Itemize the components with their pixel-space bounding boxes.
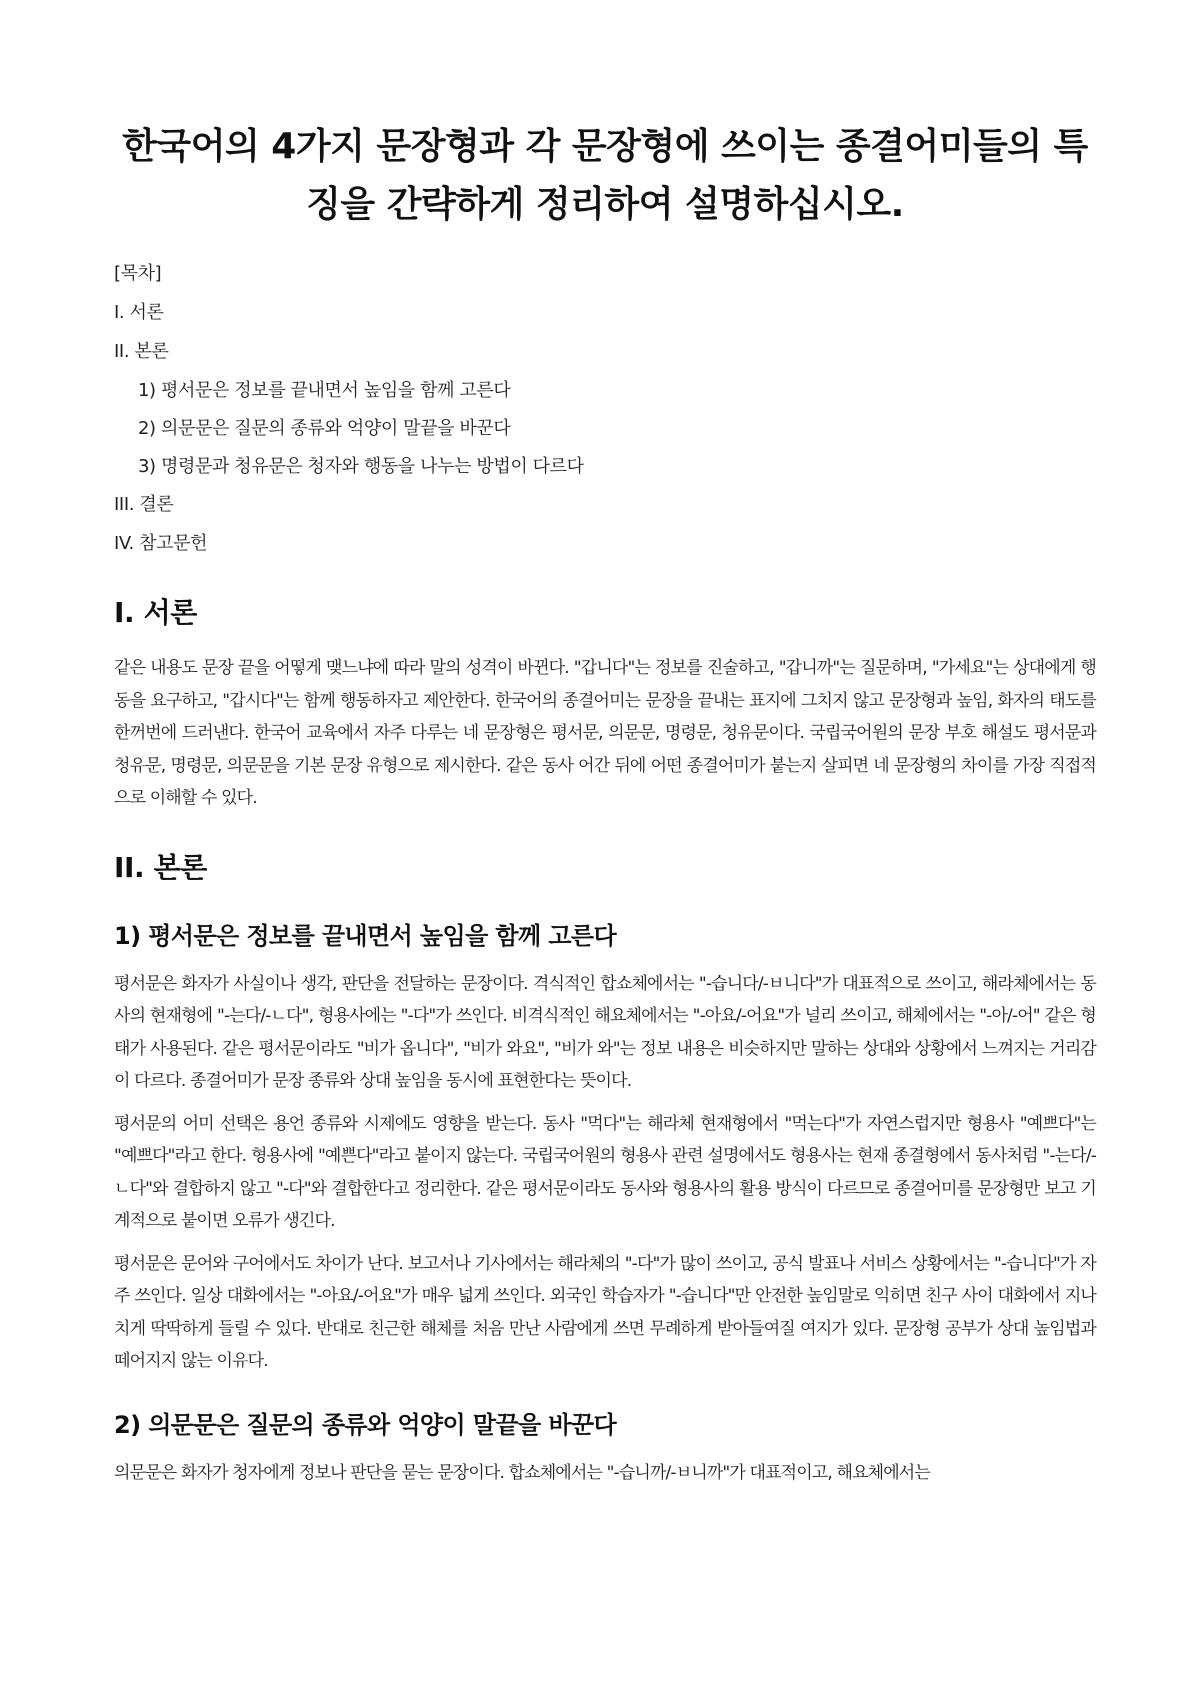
body-paragraph: 평서문의 어미 선택은 용언 종류와 시제에도 영향을 받는다. 동사 "먹다"는 해라체 현재형에서 "먹는다"가 자연스럽지만 형용사 "예쁘다"는 "예쁘다"라고 한다. 형용사에 "예쁜다"라고 붙이지 않는다. 국립국어원의 형용사 관련 설명에서도 형용사는 현재 종결형에서 동사처럼 "-는다/-ㄴ다"와 결합하지 않고 "-다"와 결합한다고 정리한다. 같은 평서문이라도 동사와 형용사의 활용 방식이 다르므로 종결어미를 문장형만 보고 기계적으로 붙이면 오류가 생긴다. [114,1113,1096,1231]
document-title: 한국어의 4가지 문장형과 각 문장형에 쓰이는 종결어미들의 특징을 간략하게 정리하여 설명하십시오. [122,126,1088,225]
body-paragraph: 의문문은 화자가 청자에게 정보나 판단을 묻는 문장이다. 합쇼체에서는 "-습니까/-ㅂ니까"가 대표적이고, 해요체에서는 [114,1462,930,1483]
section-heading-intro: I. 서론 [114,596,197,629]
subsection-heading-interrogative: 2) 의문문은 질문의 종류와 억양이 말끝을 바꾼다 [114,1410,617,1439]
toc-subitem: 1) 평서문은 정보를 끝내면서 높임을 함께 고른다 [138,380,511,401]
body-paragraph: 평서문은 문어와 구어에서도 차이가 난다. 보고서나 기사에서는 해라체의 "-다"가 많이 쓰이고, 공식 발표나 서비스 상황에서는 "-습니다"가 자주 쓰인다. 일상 대화에서는 "-아요/-어요"가 매우 넓게 쓰인다. 외국인 학습자가 "-습니다"만 안전한 높임말로 익히면 친구 사이 대화에서 지나치게 딱딱하게 들릴 수 있다. 반대로 친근한 해체를 처음 만난 사람에게 쓰면 무례하게 받아들여질 여지가 있다. 문장형 공부가 상대 높임법과 떼어지지 않는 이유다. [114,1253,1096,1371]
toc-item: II. 본론 [114,341,169,362]
toc-item: IV. 참고문헌 [114,533,208,554]
table-of-contents [114,262,1096,556]
toc-item: I. 서론 [114,302,164,323]
toc-subitem: 2) 의문문은 질문의 종류와 억양이 말끝을 바꾼다 [138,418,511,439]
toc-item: III. 결론 [114,494,174,515]
toc-item: [목차] [114,263,162,284]
body-paragraph: 평서문은 화자가 사실이나 생각, 판단을 전달하는 문장이다. 격식적인 합쇼체에서는 "-습니다/-ㅂ니다"가 대표적으로 쓰이고, 해라체에서는 동사의 현재형에 "-는다/-ㄴ다", 형용사에는 "-다"가 쓰인다. 비격식적인 해요체에서는 "-아요/-어요"가 널리 쓰이고, 해체에서는 "-아/-어" 같은 형태가 사용된다. 같은 평서문이라도 "비가 옵니다", "비가 와요", "비가 와"는 정보 내용은 비슷하지만 말하는 상대와 상황에서 느껴지는 거리감이 다르다. 종결어미가 문장 종류와 상대 높임을 동시에 표현한다는 뜻이다. [114,973,1096,1091]
section-heading-body: II. 본론 [114,850,207,884]
toc-subitem: 3) 명령문과 청유문은 청자와 행동을 나누는 방법이 다르다 [138,456,584,477]
body-paragraph: 같은 내용도 문장 끝을 어떻게 맺느냐에 따라 말의 성격이 바뀐다. "갑니다"는 정보를 진술하고, "갑니까"는 질문하며, "가세요"는 상대에게 행동을 요구하고, "갑시다"는 함께 행동하자고 제안한다. 한국어의 종결어미는 문장을 끝내는 표지에 그치지 않고 문장형과 높임, 화자의 태도를 한꺼번에 드러낸다. 한국어 교육에서 자주 다루는 네 문장형은 평서문, 의문문, 명령문, 청유문이다. 국립국어원의 문장 부호 해설도 평서문과 청유문, 명령문, 의문문을 기본 문장 유형으로 제시한다. 같은 동사 어간 뒤에 어떤 종결어미가 붙는지 살피면 네 문장형의 차이를 가장 직접적으로 이해할 수 있다. [114,658,1096,808]
subsection-heading-declarative: 1) 평서문은 정보를 끝내면서 높임을 함께 고른다 [114,921,617,950]
